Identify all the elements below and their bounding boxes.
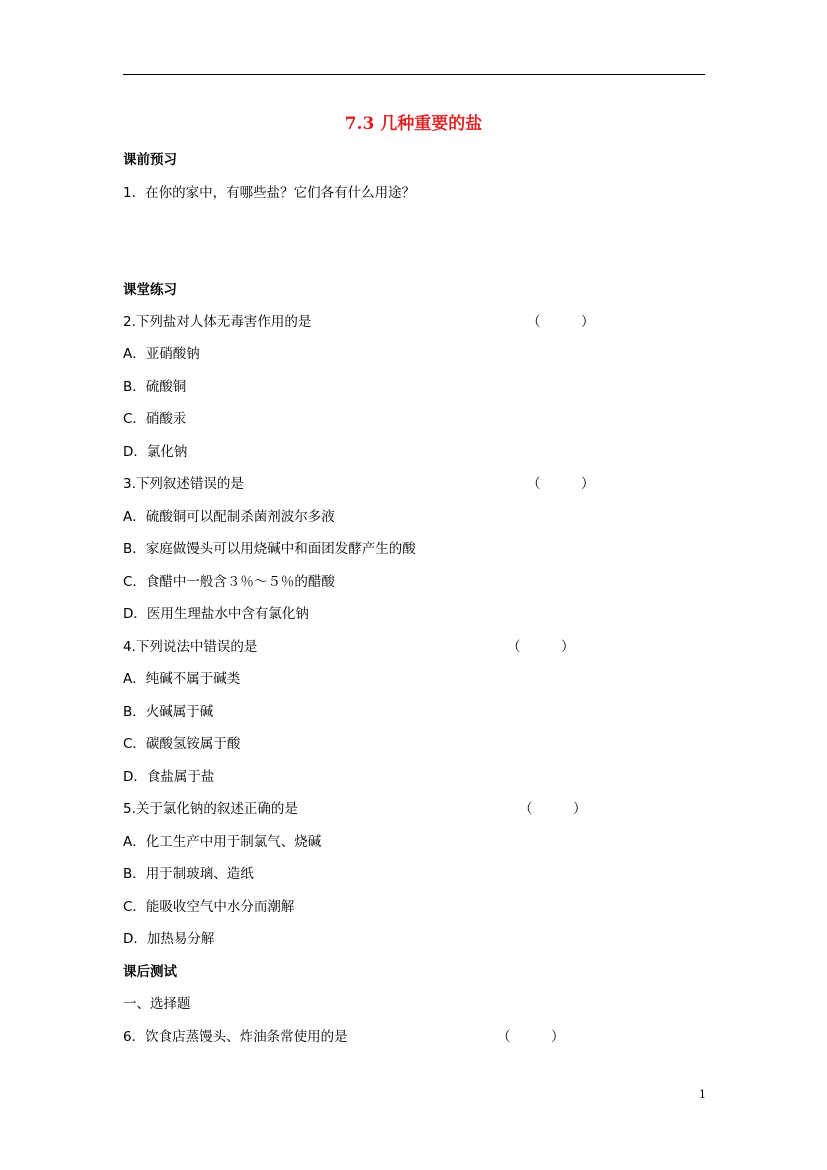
question-4-option-d: D．食盐属于盐 [123,769,215,785]
question-3-option-b: B．家庭做馒头可以用烧碱中和面团发酵产生的酸 [123,541,416,557]
question-5-option-a: A．化工生产中用于制氯气、烧碱 [123,834,322,850]
question-3-option-c: C．食醋中一般含３％～５％的醋酸 [123,574,335,590]
question-5-option-c: C．能吸收空气中水分而潮解 [123,899,295,915]
question-2-option-b: B．硫酸铜 [123,379,187,395]
question-5-stem: 5.关于氯化钠的叙述正确的是 [123,801,298,817]
question-4-option-b: B．火碱属于碱 [123,704,214,720]
question-4-stem: 4.下列说法中错误的是 [123,639,258,655]
question-4-answer-blank: （ ） [507,639,575,655]
question-3-stem: 3.下列叙述错误的是 [123,476,244,492]
question-4-option-c: C．碳酸氢铵属于酸 [123,736,241,752]
question-2-stem: 2.下列盐对人体无毒害作用的是 [123,314,312,330]
question-5-answer-blank: （ ） [519,801,587,817]
part-one-heading: 一、选择题 [123,996,191,1012]
section-heading-after: 课后测试 [123,964,177,980]
question-2-option-a: A．亚硝酸钠 [123,346,200,362]
question-2-option-c: C．硝酸汞 [123,411,187,427]
question-3-option-a: A．硫酸铜可以配制杀菌剂波尔多液 [123,509,335,525]
question-6-stem: 6．饮食店蒸馒头、炸油条常使用的是 [123,1029,348,1045]
section-heading-preview: 课前预习 [123,152,177,168]
header-rule [123,74,705,75]
question-2-answer-blank: （ ） [527,314,595,330]
question-6-answer-blank: （ ） [497,1029,565,1045]
section-heading-classroom: 课堂练习 [123,282,177,298]
question-4-option-a: A．纯碱不属于碱类 [123,671,241,687]
question-3-answer-blank: （ ） [527,476,595,492]
question-1: 1．在你的家中，有哪些盐？它们各有什么用途？ [123,185,416,201]
page-title: 7.3 几种重要的盐 [344,114,483,134]
page-number: 1 [699,1088,706,1101]
question-5-option-d: D．加热易分解 [123,931,215,947]
question-2-option-d: D．氯化钠 [123,444,188,460]
question-3-option-d: D．医用生理盐水中含有氯化钠 [123,606,309,622]
question-5-option-b: B．用于制玻璃、造纸 [123,866,254,882]
